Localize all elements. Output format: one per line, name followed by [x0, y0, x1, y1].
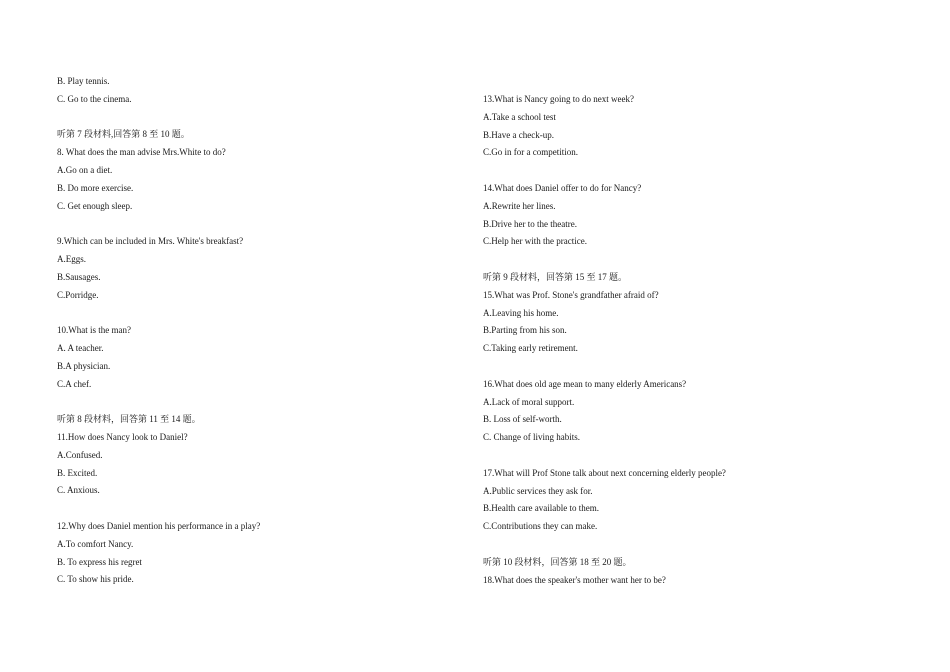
blank-line — [483, 447, 883, 465]
answer-option: A.Lack of moral support. — [483, 396, 575, 407]
answer-option: C. Go to the cinema. — [57, 93, 132, 104]
answer-option: C.A chef. — [57, 378, 92, 389]
answer-option: A.Rewrite her lines. — [483, 200, 556, 211]
answer-option: B. Loss of self-worth. — [483, 414, 562, 425]
answer-option: C.Contributions they can make. — [483, 521, 598, 532]
answer-option: C.Go in for a competition. — [483, 147, 578, 158]
answer-option: B.Parting from his son. — [483, 325, 567, 336]
blank-line — [483, 251, 883, 269]
right-column — [483, 91, 883, 589]
answer-option: A.Confused. — [57, 449, 103, 460]
question-text: 18.What does the speaker's mother want her to be? — [483, 574, 666, 585]
answer-option: A.To comfort Nancy. — [57, 538, 134, 549]
answer-option: A.Public services they ask for. — [483, 485, 593, 496]
answer-option: B. Excited. — [57, 467, 98, 478]
question-text: 16.What does old age mean to many elderly Americans? — [483, 378, 687, 389]
question-text: 17.What will Prof Stone talk about next concerning elderly people? — [483, 467, 726, 478]
question-text: 8. What does the man advise Mrs.White to do? — [57, 147, 226, 158]
question-text: 9.Which can be included in Mrs. White's breakfast? — [57, 236, 244, 247]
answer-option: A.Leaving his home. — [483, 307, 559, 318]
answer-option: C.Taking early retirement. — [483, 343, 578, 354]
answer-option: A.Go on a diet. — [57, 164, 113, 175]
blank-line — [57, 109, 457, 127]
answer-option: A. A teacher. — [57, 342, 104, 353]
answer-option: C.Porridge. — [57, 289, 99, 300]
blank-line — [57, 393, 457, 411]
left-column — [57, 73, 457, 589]
question-text: 13.What is Nancy going to do next week? — [483, 94, 634, 104]
blank-line — [483, 358, 883, 376]
question-text: 14.What does Daniel offer to do for Nancy? — [483, 182, 642, 193]
blank-line — [483, 536, 883, 554]
answer-option: B. To express his regret — [57, 556, 142, 567]
answer-option: B.Sausages. — [57, 271, 101, 282]
question-text: 10.What is the man? — [57, 325, 131, 336]
answer-option: C. Change of living habits. — [483, 432, 580, 443]
answer-option: C.Help her with the practice. — [483, 236, 587, 247]
answer-option: A.Eggs. — [57, 253, 86, 264]
question-text: 12.Why does Daniel mention his performance in a play? — [57, 520, 261, 531]
answer-option: B. Play tennis. — [57, 76, 110, 86]
question-text: 11.How does Nancy look to Daniel? — [57, 431, 188, 442]
answer-option: B.Drive her to the theatre. — [483, 218, 577, 229]
section-instruction: 听第 8 段材料，回答第 11 至 14 题。 — [57, 414, 201, 425]
answer-option: B.Have a check-up. — [483, 129, 554, 140]
answer-option: C. To show his pride. — [57, 574, 134, 585]
answer-option: C. Get enough sleep. — [57, 200, 133, 211]
answer-option: B.Health care available to them. — [483, 503, 599, 514]
blank-line — [57, 304, 457, 322]
blank-line — [57, 500, 457, 518]
section-instruction: 听第 10 段材料，回答第 18 至 20 题。 — [483, 556, 632, 567]
answer-option: B. Do more exercise. — [57, 182, 134, 193]
blank-line — [483, 162, 883, 180]
blank-line — [57, 215, 457, 233]
answer-option: B.A physician. — [57, 360, 111, 371]
question-text: 15.What was Prof. Stone's grandfather afraid of? — [483, 289, 659, 300]
section-instruction: 听第 7 段材料,回答第 8 至 10 题。 — [57, 129, 190, 140]
answer-option: C. Anxious. — [57, 485, 100, 496]
section-instruction: 听第 9 段材料，回答第 15 至 17 题。 — [483, 271, 628, 282]
answer-option: A.Take a school test — [483, 111, 556, 122]
